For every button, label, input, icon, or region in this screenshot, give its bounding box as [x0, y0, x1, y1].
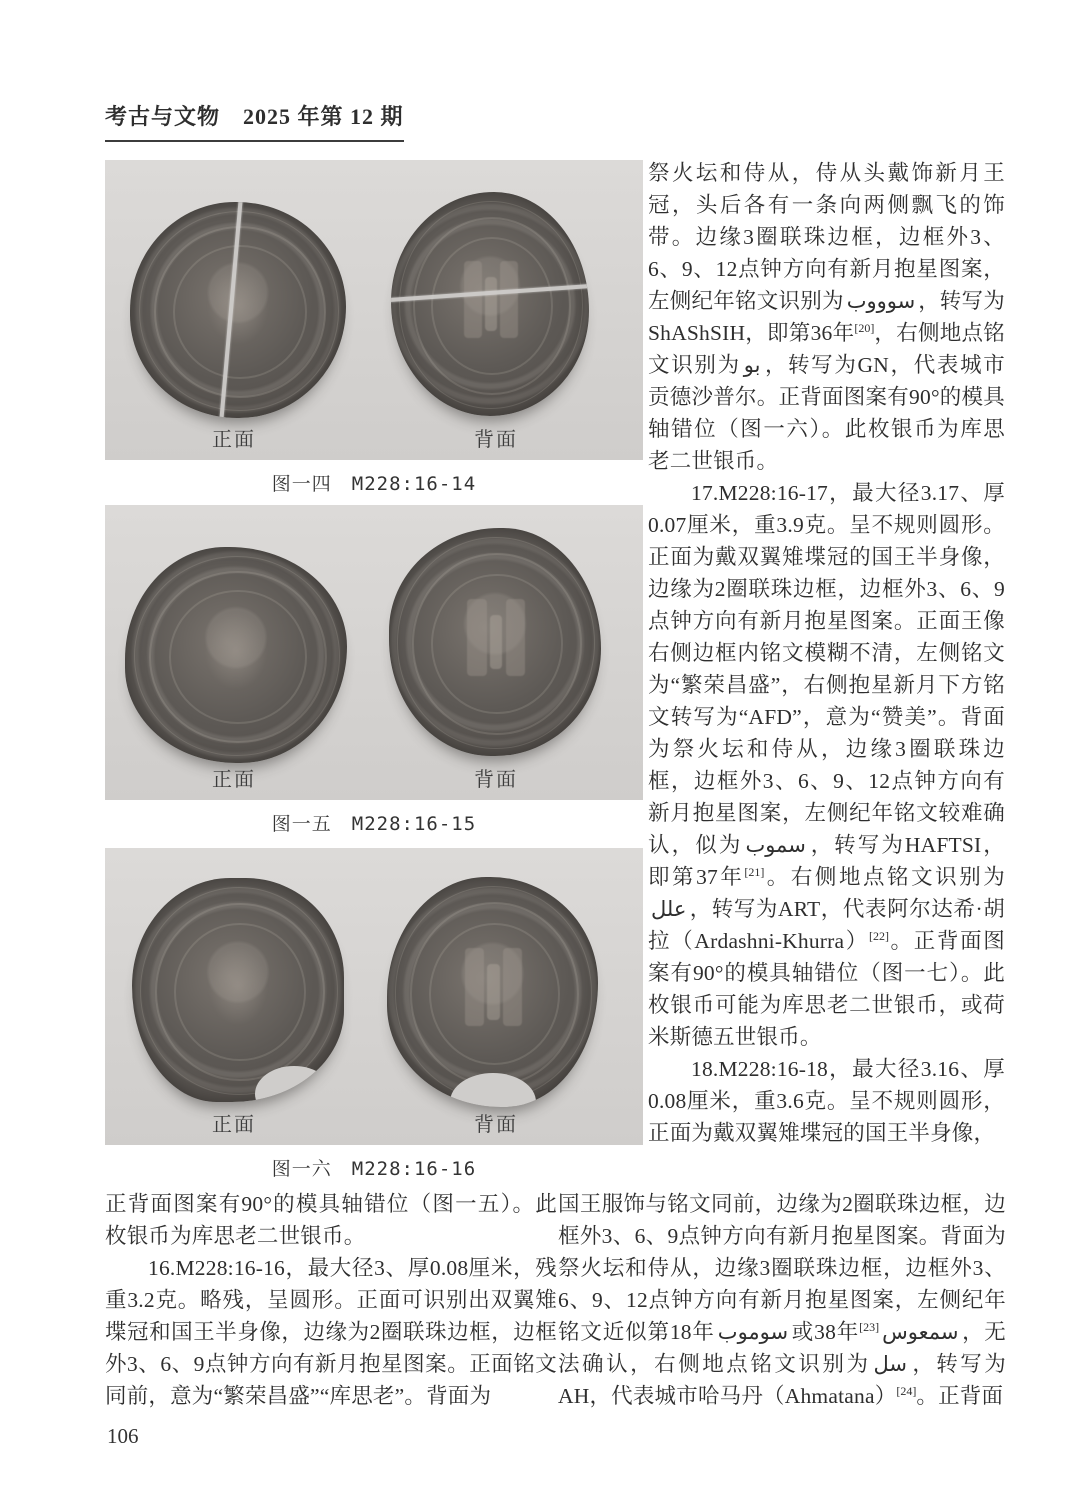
reference-superscript: [23] — [859, 1319, 880, 1334]
coin-obverse-image — [132, 878, 344, 1102]
reverse-label: 背面 — [474, 1114, 518, 1136]
bottom-right-text-column — [558, 1188, 1006, 1412]
text-run: ，转写为AH，代表城市哈马丹（Ahmatana） — [558, 1352, 1006, 1408]
figure-caption: 图一六 M228:16-16 — [271, 1158, 477, 1180]
paragraph-coin18-start — [648, 1053, 1005, 1149]
text-run: ，转写为HAFTSI，即第37年 — [648, 833, 1005, 889]
paragraph-coin18-continued — [558, 1188, 1006, 1412]
reference-superscript: [24] — [896, 1383, 917, 1398]
reverse-label: 背面 — [474, 429, 518, 451]
page-number: 106 — [107, 1424, 139, 1448]
attendant-relief — [506, 599, 525, 677]
fire-altar-relief — [490, 615, 503, 670]
coin-photo-panel — [105, 505, 643, 800]
text-run: 16.M228:16-16，最大径3、厚0.08厘米，残重3.2克。略残，呈圆形。正面可识别出双翼雉堞冠和国王半身像，边缘为2圈联珠边框，边框外3、6、9点钟方向有新月抱星图案。正面铭文同前，意为“繁荣昌盛”“库思老”。背面为 — [105, 1256, 557, 1408]
text-run: 。正背面 — [916, 1384, 1004, 1408]
attendant-relief — [464, 261, 482, 337]
fire-altar-relief — [487, 964, 500, 1019]
coin-reverse-image — [391, 192, 589, 416]
text-run: 17.M228:16-17，最大径3.17、厚0.07厘米，重3.9克。呈不规则圆形。正面为戴双翼雉堞冠的国王半身像，边缘为2圈联珠边框，边框外3、6、9点钟方向有新月抱星图案。正面王像右侧边框内铭文模糊不清，左侧铭文为“繁荣昌盛”，右侧抱星新月下方铭文转写为“AFD”，意为“赞美”。背面为祭火坛和侍从，边缘3圈联珠边框，边框外3、6、9、12点钟方向有新月抱星图案，左侧纪年铭文较难确认，似为 — [648, 481, 1005, 857]
text-run: ，转写为GN，代表城市贡德沙普尔。正背面图案有90°的模具轴错位（图一六）。此枚银币为库思老二世银币。 — [648, 353, 1005, 473]
text-run: 国王服饰与铭文同前，边缘为2圈联珠边框，边框外3、6、9点钟方向有新月抱星图案。背面为祭火坛和侍从，边缘3圈联珠边框，边框外3、6、9、12点钟方向有新月抱星图案，左侧纪年铭文近似第18年 — [558, 1192, 1006, 1344]
text-run: 。正背面图案有90°的模具轴错位（图一七）。此枚银币可能为库思老二世银币，或荷米斯德五世银币。 — [648, 929, 1005, 1049]
pahlavi-inscription: سوووب — [846, 289, 916, 313]
coin-photo-panel — [105, 848, 643, 1145]
text-run: 18.M228:16-18，最大径3.16、厚0.08厘米，重3.6克。呈不规则圆形，正面为戴双翼雉堞冠的国王半身像， — [648, 1057, 1005, 1145]
pahlavi-inscription: بو — [743, 353, 761, 377]
figure-caption: 图一四 M228:16-14 — [271, 473, 477, 495]
pahlavi-inscription: سوموب — [717, 1320, 789, 1344]
paragraph-coin15-end — [105, 1188, 557, 1252]
reference-superscript: [22] — [868, 928, 889, 943]
text-run: 。右侧地点铭文识别为 — [764, 865, 1005, 889]
king-bust-relief — [197, 254, 279, 358]
coin-photo-panel — [105, 160, 643, 460]
figure-coin-pair-16 — [105, 848, 643, 1181]
obverse-label: 正面 — [212, 769, 256, 791]
pahlavi-inscription: علل — [651, 897, 687, 921]
paragraph-coin17 — [648, 477, 1005, 1053]
obverse-label: 正面 — [212, 429, 256, 451]
coin-reverse-image — [389, 528, 601, 756]
paragraph-coin16-start — [105, 1252, 557, 1412]
attendant-relief — [503, 948, 522, 1026]
attendant-relief — [500, 261, 518, 337]
paragraph-coin16-continued — [648, 157, 1005, 477]
pahlavi-inscription: سمعوس — [882, 1320, 959, 1344]
attendant-relief — [465, 948, 484, 1026]
bottom-left-text-column — [105, 1188, 557, 1412]
journal-title: 考古与文物 2025 年第 12 期 — [105, 104, 404, 129]
reference-superscript: [21] — [744, 864, 765, 879]
reverse-label: 背面 — [474, 769, 518, 791]
reference-superscript: [20] — [854, 320, 875, 335]
text-run: 或38年 — [791, 1320, 860, 1344]
figure-caption: 图一五 M228:16-15 — [271, 813, 477, 835]
attendant-relief — [467, 599, 486, 677]
obverse-label: 正面 — [212, 1114, 256, 1136]
text-run: ，右侧地点铭文识别为 — [648, 321, 1005, 377]
coin-obverse-image — [125, 547, 347, 763]
figure-coin-pair-15 — [105, 505, 643, 836]
text-run: 祭火坛和侍从，侍从头戴饰新月王冠，头后各有一条向两侧飘飞的饰带。边缘3圈联珠边框，边框外3、6、9、12点钟方向有新月抱星图案，左侧纪年铭文识别为 — [648, 161, 1005, 313]
text-run: 正背面图案有90°的模具轴错位（图一五）。此枚银币为库思老二世银币。 — [105, 1192, 557, 1248]
text-run: ，转写为ShAShSIH，即第36年 — [648, 289, 1005, 345]
text-run: ，转写为ART，代表阿尔达希·胡拉（Ardashni-Khurra） — [648, 897, 1005, 953]
coin-reverse-image — [387, 877, 598, 1107]
text-run: ，无法确认，右侧地点铭文识别为 — [558, 1320, 1006, 1376]
pahlavi-inscription: سل — [873, 1352, 908, 1376]
right-text-column — [648, 157, 1005, 1149]
pahlavi-inscription: سموب — [745, 833, 806, 857]
figure-coin-pair-14 — [105, 160, 643, 496]
journal-header — [105, 100, 404, 142]
fire-altar-relief — [485, 277, 497, 331]
coin-obverse-image — [130, 202, 346, 418]
